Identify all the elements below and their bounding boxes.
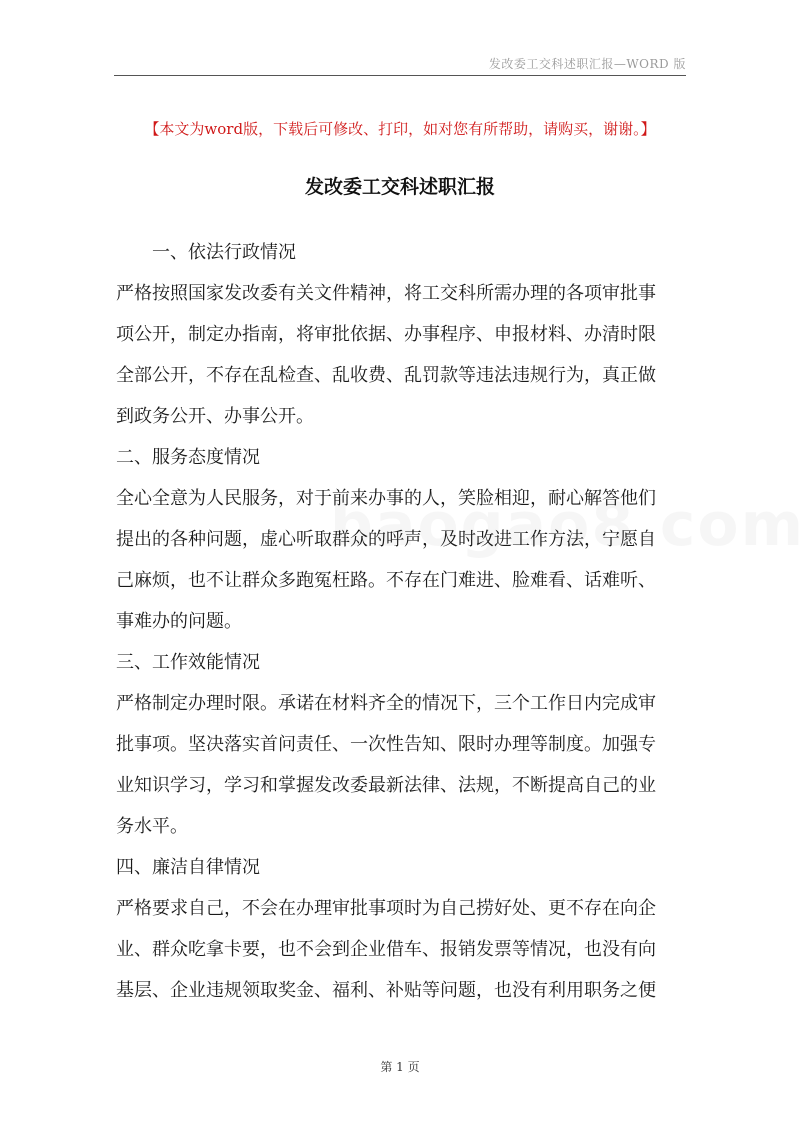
running-header: 发改委工交科述职汇报—WORD 版 [488, 57, 686, 71]
purchase-notice: 【本文为word版，下载后可修改、打印，如对您有所帮助，请购买，谢谢。】 [144, 120, 656, 138]
header-divider [114, 75, 686, 76]
document-body [116, 234, 688, 1013]
body-line: 业知识学习，学习和掌握发改委最新法律、法规，不断提高自己的业 [116, 775, 656, 796]
section-heading: 三、工作效能情况 [116, 652, 260, 673]
body-line: 严格要求自己，不会在办理审批事项时为自己捞好处、更不存在向企 [116, 898, 656, 919]
section-heading: 二、服务态度情况 [116, 447, 260, 468]
page-number: 第 1 页 [380, 1060, 420, 1074]
body-line: 务水平。 [116, 816, 188, 837]
document-title: 发改委工交科述职汇报 [304, 176, 495, 198]
body-line: 全部公开，不存在乱检查、乱收费、乱罚款等违法违规行为，真正做 [116, 365, 656, 386]
body-line: 事难办的问题。 [116, 611, 242, 632]
body-line: 基层、企业违规领取奖金、福利、补贴等问题，也没有利用职务之便 [116, 980, 656, 1001]
body-line: 己麻烦，也不让群众多跑冤枉路。不存在门难进、脸难看、话难听、 [116, 570, 656, 591]
body-line: 提出的各种问题，虚心听取群众的呼声，及时改进工作方法，宁愿自 [116, 529, 656, 550]
body-line: 批事项。坚决落实首问责任、一次性告知、限时办理等制度。加强专 [116, 734, 656, 755]
body-line: 项公开，制定办指南，将审批依据、办事程序、申报材料、办清时限 [116, 324, 656, 345]
body-line: 全心全意为人民服务，对于前来办事的人，笑脸相迎，耐心解答他们 [116, 488, 656, 509]
section-heading: 四、廉洁自律情况 [116, 857, 260, 878]
body-line: 严格制定办理时限。承诺在材料齐全的情况下，三个工作日内完成审 [116, 693, 656, 714]
body-line: 严格按照国家发改委有关文件精神，将工交科所需办理的各项审批事 [116, 283, 656, 304]
section-heading: 一、依法行政情况 [152, 242, 296, 263]
body-line: 业、群众吃拿卡要，也不会到企业借车、报销发票等情况，也没有向 [116, 939, 656, 960]
body-line: 到政务公开、办事公开。 [116, 406, 314, 427]
